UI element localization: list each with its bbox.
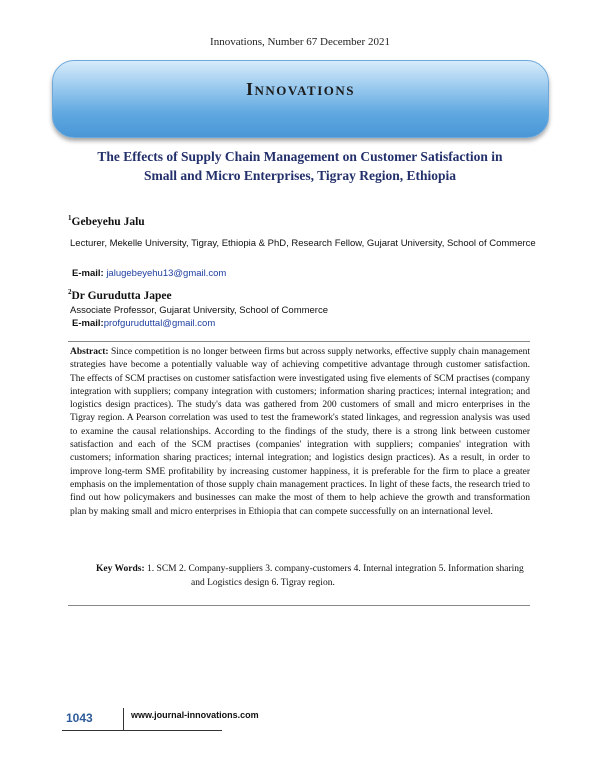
abstract-text: Since competition is no longer between firms but across supply networks, effective supply chain management strategies have become a potentially valuable way of achieving competitive advantage through customer satisfaction. The effects of SCM practises on customer satisfaction were investigated using five elements of SCM practises (company integration with suppliers; company integration with customers; information sharing practices; internal integration; and logistics design practices). The study's data was gathered from 200 customers of small and micro enterprises in the Tigray region. A Pearson correlation was used to test the framework's stated linkages, and regression analysis was used to examine the causal relationships. According to the findings of the study, there is a strong link between customer satisfaction and each of the SCM practises (companies' integration with suppliers; companies' integration with customers; information sharing practices; internal integration; and logistics design practices). As a result, in order to improve long-term SME profitability by increasing customer happiness, it is preferable for the firm to place a greater emphasis on the implementation of those supply chain management practices. In light of these facts, the research tried to find out how policymakers and businesses can make the most of them to help achieve the growth and transformation plan by making small and micro enterprises in Ethiopia that can compete successfully on an international level. [70,347,530,517]
keywords-text: 1. SCM 2. Company-suppliers 3. company-customers 4. Internal integration 5. Information sharing and Logistics design 6. Tigray region. [147,564,524,588]
paper-title [50,147,550,185]
keywords [96,563,536,590]
author-1-affiliation: Lecturer, Mekelle University, Tigray, Ethiopia & PhD, Research Fellow, Gujarat University, School of Commerce [70,238,536,249]
keywords-block [96,563,536,590]
journal-banner [52,60,549,138]
footer-page-number: 1043 [66,711,93,725]
author-1-name [68,214,145,228]
author-2-email-label: E-mail: [72,318,104,329]
footer-divider [123,708,124,730]
running-header: Innovations, Number 67 December 2021 [210,36,390,48]
author-2-email-line [72,318,215,329]
author-1-email-link[interactable]: jalugebeyehu13@gmail.com [106,268,227,279]
footer-rule [62,730,222,731]
abstract-label: Abstract: [70,347,109,357]
author-2-affiliation: Associate Professor, Gujarat University, School of Commerce [70,305,329,316]
abstract-top-rule [68,341,530,342]
abstract-bottom-rule [68,605,530,606]
keywords-label: Key Words: [96,564,145,574]
author-2-name-text: Dr Gurudutta Japee [71,289,172,302]
author-1-email-label: E-mail: [72,268,107,279]
paper-title-line-1: The Effects of Supply Chain Management on Customer Satisfaction in [97,149,503,164]
footer-url[interactable]: www.journal-innovations.com [131,710,259,720]
author-2-superscript: 2 [68,288,72,296]
author-1-superscript: 1 [68,214,72,222]
journal-name: Innovations [246,79,355,99]
author-1-name-text: Gebeyehu Jalu [71,215,145,228]
author-2-name [68,288,172,302]
paper-title-line-2: Small and Micro Enterprises, Tigray Region, Ethiopia [143,168,457,183]
abstract [70,346,530,519]
author-2-email-link[interactable]: profguruduttal@gmail.com [103,318,216,329]
author-1-email-line [72,268,226,279]
